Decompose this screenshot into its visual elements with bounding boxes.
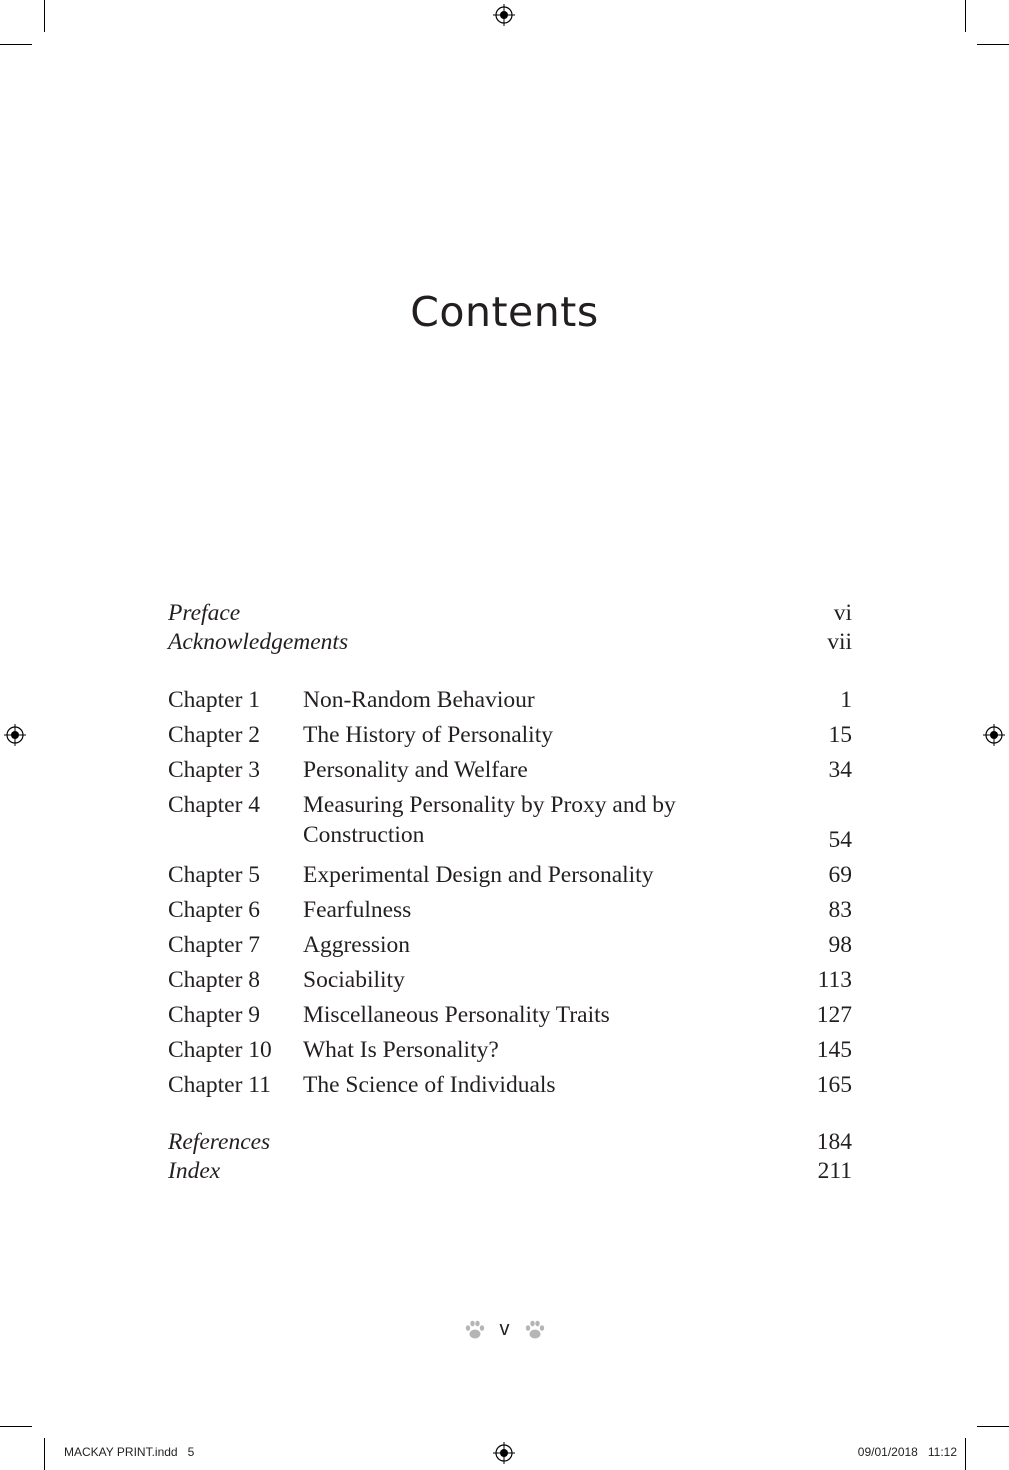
chapter-title: The Science of Individuals <box>303 1072 556 1098</box>
toc-entry-page: 184 <box>816 1129 852 1155</box>
crop-mark <box>0 1426 32 1427</box>
chapter-label: Chapter 3 <box>168 757 261 783</box>
toc-entry-preface <box>168 600 852 629</box>
toc-entry-title: Acknowledgements <box>168 629 349 655</box>
toc-front-matter <box>168 600 852 658</box>
chapter-title: Aggression <box>303 932 411 958</box>
toc-chapter-row <box>168 1072 852 1107</box>
chapter-page: 15 <box>828 722 852 748</box>
toc-back-matter <box>168 1129 852 1187</box>
chapter-page: 127 <box>816 1002 852 1028</box>
chapter-title: What Is Personality? <box>303 1037 499 1063</box>
page-title: Contents <box>410 288 599 336</box>
chapter-title: Non-Random Behaviour <box>303 687 535 713</box>
crop-mark <box>44 0 45 32</box>
toc-entry-page: vi <box>833 600 852 626</box>
chapter-label: Chapter 8 <box>168 967 261 993</box>
crop-mark <box>977 1426 1009 1427</box>
folio-number: v <box>499 1318 510 1340</box>
toc-chapter-row <box>168 897 852 932</box>
toc-chapter-row <box>168 1002 852 1037</box>
chapter-title: Measuring Personality by Proxy and by Construction <box>303 792 676 848</box>
toc-entry-title: Preface <box>168 600 241 626</box>
toc-chapter-row <box>168 862 852 897</box>
toc-entry-page: 211 <box>817 1158 852 1184</box>
registration-mark-icon <box>493 4 515 26</box>
chapter-label: Chapter 11 <box>168 1072 271 1098</box>
chapter-title: Fearfulness <box>303 897 412 923</box>
toc-chapter-row <box>168 967 852 1002</box>
toc-chapter-row <box>168 1037 852 1072</box>
chapter-label: Chapter 7 <box>168 932 261 958</box>
chapter-page: 1 <box>840 687 852 713</box>
toc-chapters <box>168 687 852 1107</box>
chapter-label: Chapter 6 <box>168 897 261 923</box>
toc-chapter-row <box>168 757 852 792</box>
toc-chapter-row <box>168 687 852 722</box>
toc-chapter-row <box>168 722 852 757</box>
toc-entry-index <box>168 1158 852 1187</box>
crop-mark <box>44 1438 45 1470</box>
chapter-title: Miscellaneous Personality Traits <box>303 1002 610 1028</box>
toc-entry-references <box>168 1129 852 1158</box>
registration-mark-icon <box>983 724 1005 746</box>
chapter-label: Chapter 10 <box>168 1037 272 1063</box>
crop-mark <box>977 44 1009 45</box>
chapter-page: 69 <box>828 862 852 888</box>
chapter-page: 54 <box>828 827 852 853</box>
chapter-title: Experimental Design and Personality <box>303 862 654 888</box>
chapter-label: Chapter 5 <box>168 862 261 888</box>
paw-print-icon <box>464 1319 486 1341</box>
slug-filename: MACKAY PRINT.indd 5 <box>64 1445 195 1459</box>
chapter-label: Chapter 4 <box>168 792 261 818</box>
chapter-page: 98 <box>828 932 852 958</box>
toc-entry-page: vii <box>827 629 852 655</box>
chapter-label: Chapter 2 <box>168 722 261 748</box>
toc-entry-title: References <box>168 1129 271 1155</box>
chapter-label: Chapter 9 <box>168 1002 261 1028</box>
chapter-page: 113 <box>817 967 852 993</box>
crop-mark <box>0 44 32 45</box>
chapter-label: Chapter 1 <box>168 687 261 713</box>
chapter-page: 145 <box>816 1037 852 1063</box>
crop-mark <box>965 0 966 32</box>
chapter-title: Sociability <box>303 967 405 993</box>
registration-mark-icon <box>493 1442 515 1464</box>
registration-mark-icon <box>4 724 26 746</box>
crop-mark <box>965 1438 966 1470</box>
page-folio <box>0 1318 1009 1341</box>
toc-chapter-row <box>168 792 852 862</box>
chapter-page: 34 <box>828 757 852 783</box>
toc-entry-title: Index <box>168 1158 221 1184</box>
chapter-page: 165 <box>816 1072 852 1098</box>
chapter-page: 83 <box>828 897 852 923</box>
paw-print-icon <box>524 1319 546 1341</box>
chapter-title: Personality and Welfare <box>303 757 528 783</box>
toc-chapter-row <box>168 932 852 967</box>
chapter-title: The History of Personality <box>303 722 553 748</box>
slug-datetime: 09/01/2018 11:12 <box>857 1445 957 1459</box>
toc-entry-acknowledgements <box>168 629 852 658</box>
